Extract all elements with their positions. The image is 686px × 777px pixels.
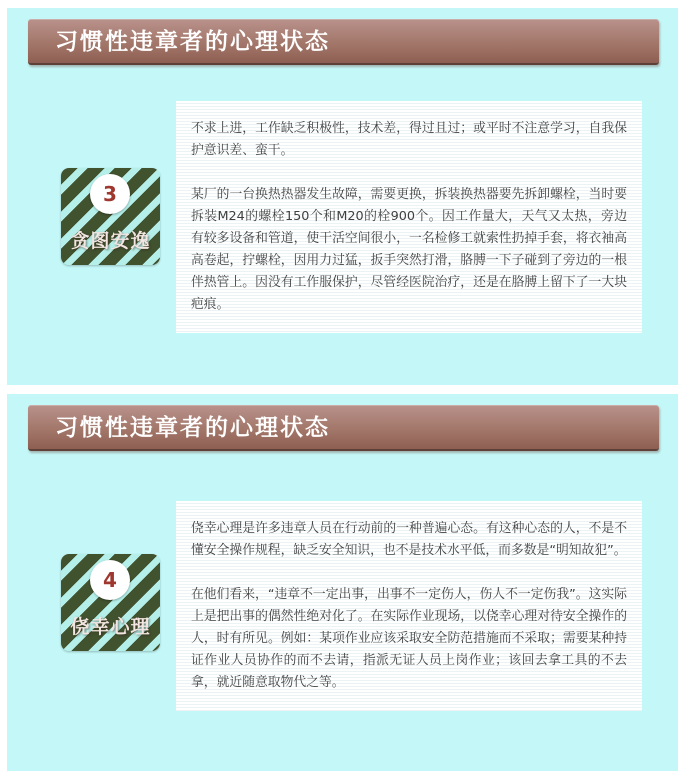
slide-1-text-panel [176,101,642,333]
slide-1-badge-label: 贪图安逸 [70,230,151,252]
slide-2-title: 习惯性违章者的心理状态 [55,415,330,440]
slide-1-number-badge [61,168,160,265]
slide-1-badge-number: 3 [103,182,117,206]
slide-2 [7,394,678,771]
slide-1-paragraph-2: 某厂的一台换热热器发生故障，需要更换，拆装换热器要先拆卸螺栓，当时要拆装M24的螺栓150个和M20的栓900个。因工作量大，天气又太热，旁边有较多设备和管道，使干活空间很小，一名检修工就索性扔掉手套，将衣袖高高卷起，拧螺栓，因用力过猛，扳手突然打滑，胳膊一下子碰到了旁边的一根伴热管上。因没有工作服保护，尽管经医院治疗，还是在胳膊上留下了一大块疤痕。 [191,187,627,312]
slide-2-number-badge [61,554,160,651]
slide-1-title-bar [28,19,659,65]
slide-1-badge-number-circle [90,174,130,214]
slide-2-badge-label: 侥幸心理 [70,616,151,638]
slide-2-badge-number-circle [90,560,130,600]
slide-2-badge-number: 4 [103,568,117,592]
slide-1-title: 习惯性违章者的心理状态 [55,29,330,54]
slide-2-paragraph-1: 侥幸心理是许多违章人员在行动前的一种普遍心态。有这种心态的人，不是不懂安全操作规程，缺乏安全知识，也不是技术水平低，而多数是“明知故犯”。 [191,521,627,558]
slide-1 [7,8,678,385]
slide-1-paragraph-1: 不求上进，工作缺乏积极性，技术差，得过且过；或平时不注意学习，自我保护意识差、蛮干。 [191,121,627,158]
slide-2-title-bar [28,405,659,451]
slide-2-paragraph-2: 在他们看来，“违章不一定出事，出事不一定伤人，伤人不一定伤我”。这实际上是把出事的偶然性绝对化了。在实际作业现场，以侥幸心理对待安全操作的人，时有所见。例如：某项作业应该采取安全防范措施而不采取；需要某种持证作业人员协作的而不去请，指派无证人员上岗作业；该回去拿工具的不去拿，就近随意取物代之等。 [191,587,627,690]
slide-2-text-panel [176,501,642,711]
